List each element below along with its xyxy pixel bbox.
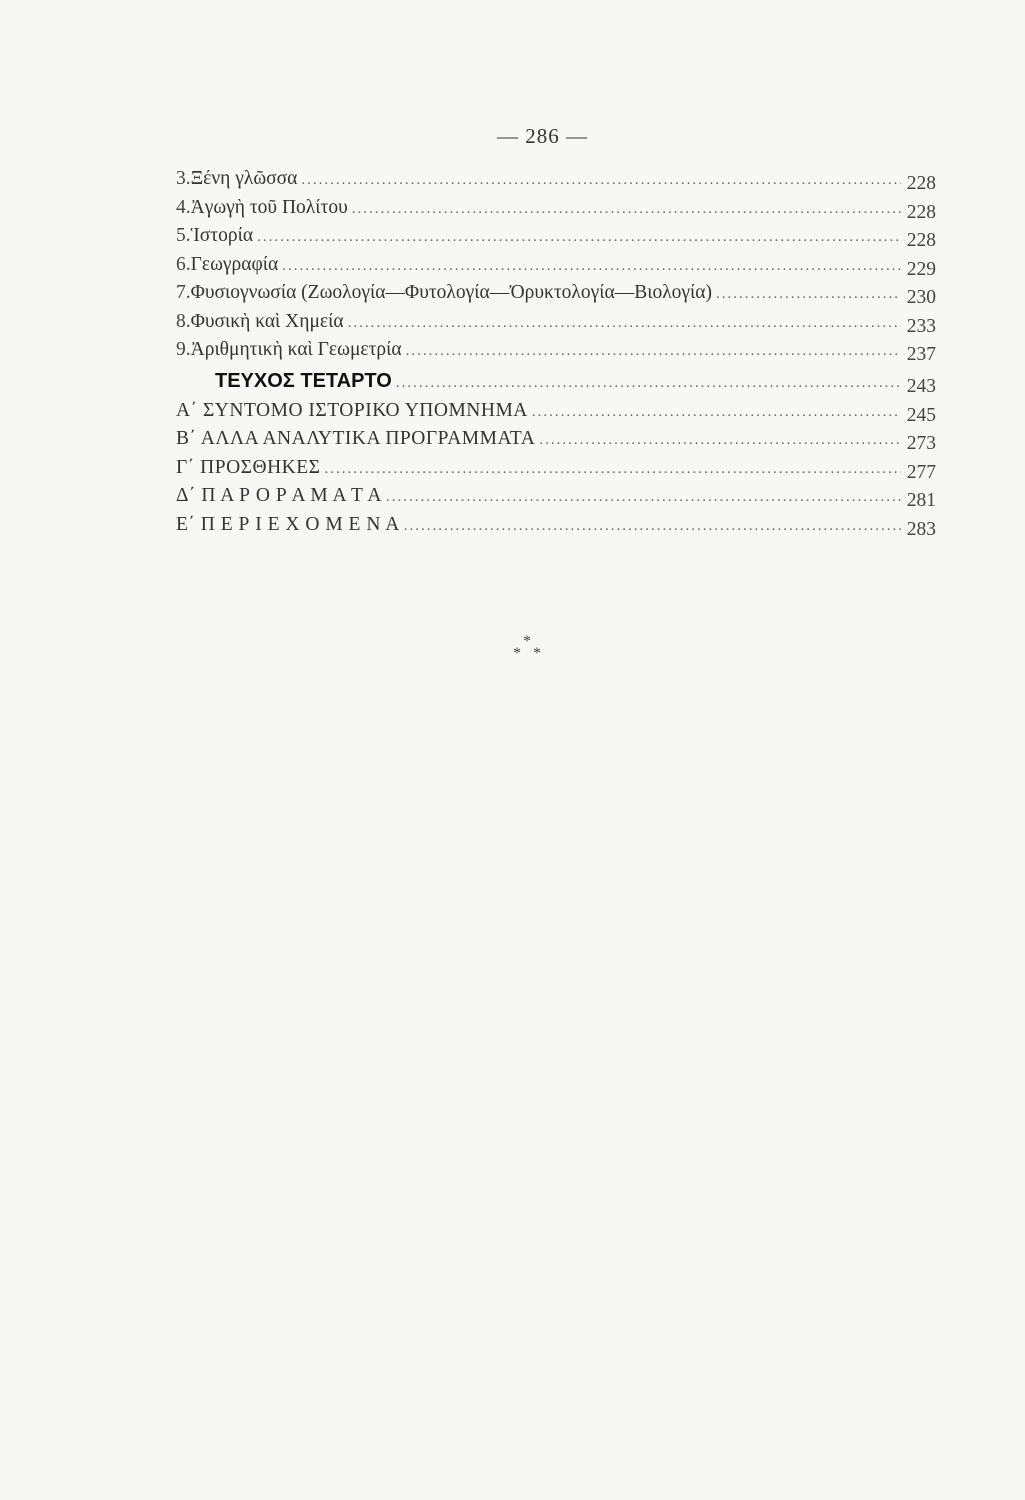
toc-entry <box>176 225 936 254</box>
toc-entry-number: 3. <box>176 168 191 189</box>
toc-entry-number: 7. <box>176 282 191 303</box>
toc-entry-number: 5. <box>176 225 191 246</box>
toc-entry-title: Ἱστορία <box>190 225 254 246</box>
toc-entry-title: Ἀριθμητικὴ καὶ Γεωμετρία <box>190 339 402 360</box>
asterism-ornament <box>510 634 550 674</box>
toc-entry-page: 233 <box>906 315 936 337</box>
toc-entry-page: 281 <box>906 490 936 511</box>
toc-section-title: ΤΕΥΧΟΣ ΤΕΤΑΡΤΟ <box>215 369 392 392</box>
toc-entry-number: 6. <box>176 253 191 275</box>
leader-dots <box>348 315 901 332</box>
asterisk-bottom-right: * <box>533 645 541 662</box>
leader-dots <box>257 229 901 246</box>
toc-entry <box>176 428 936 457</box>
toc-entry-number: 4. <box>176 196 191 218</box>
toc-entry-title: Α΄ ΣΥΝΤΟΜΟ ΙΣΤΟΡΙΚΟ ΥΠΟΜΝΗΜΑ <box>176 399 528 421</box>
leader-dots <box>406 343 901 360</box>
toc-entry-page: 245 <box>906 404 936 426</box>
asterisk-bottom-left: * <box>513 645 521 662</box>
toc-entry <box>176 457 936 486</box>
toc-entry-number: 9. <box>176 339 191 360</box>
toc-entry <box>176 282 936 311</box>
toc-entry-page: 229 <box>906 258 936 280</box>
leader-dots <box>539 432 900 449</box>
toc-entry <box>176 254 936 283</box>
toc-entry-title: Φυσικὴ καὶ Χημεία <box>190 310 344 332</box>
toc-entry-page: 237 <box>906 344 936 365</box>
toc-entry-page: 228 <box>906 201 936 223</box>
toc-section-heading <box>176 370 936 400</box>
leader-dots <box>386 489 901 506</box>
toc-entry <box>176 339 936 368</box>
leader-dots <box>716 286 901 303</box>
toc-entry-title: Φυσιογνωσία (Ζωολογία—Φυτολογία—Ὀρυκτολογία—Βιολογία) <box>190 282 713 303</box>
leader-dots <box>282 258 901 275</box>
toc-entry-page: 277 <box>906 461 936 483</box>
toc-entry <box>176 485 936 514</box>
toc-entry-title: Γ΄ ΠΡΟΣΘΗΚΕΣ <box>176 456 321 478</box>
toc-entry <box>176 197 936 226</box>
toc-entry-title: Δ΄ Π Α Ρ Ο Ρ Α Μ Α Τ Α <box>176 485 382 506</box>
toc-entry <box>176 168 936 197</box>
toc-entry-page: 243 <box>906 375 936 397</box>
leader-dots <box>396 375 901 392</box>
toc-entry-title: Γεωγραφία <box>190 253 279 275</box>
toc-entry-page: 283 <box>906 518 936 540</box>
toc-entry-page: 230 <box>906 287 936 308</box>
toc-entry <box>176 400 936 429</box>
toc-entry-page: 273 <box>906 433 936 454</box>
leader-dots <box>325 461 901 478</box>
asterisk-top: * <box>523 633 531 650</box>
toc-entry-title: Β΄ ΑΛΛΑ ΑΝΑΛΥΤΙΚΑ ΠΡΟΓΡΑΜΜΑΤΑ <box>176 428 536 449</box>
leader-dots <box>532 404 901 421</box>
leader-dots <box>352 201 901 218</box>
toc-entry-title: Ε΄ Π Ε Ρ Ι Ε Χ Ο Μ Ε Ν Α <box>176 513 400 535</box>
toc-entry <box>176 514 936 543</box>
leader-dots <box>404 518 901 535</box>
toc-entry-number: 8. <box>176 310 191 332</box>
toc-entry-page: 228 <box>906 173 936 194</box>
toc-entry <box>176 311 936 340</box>
toc-entry-page: 228 <box>906 230 936 251</box>
toc-entry-title: Ἀγωγὴ τοῦ Πολίτου <box>190 196 348 218</box>
page-number: — 286 — <box>497 124 588 148</box>
table-of-contents <box>176 168 936 542</box>
toc-entry-title: Ξένη γλῶσσα <box>190 168 298 189</box>
leader-dots <box>301 172 900 189</box>
